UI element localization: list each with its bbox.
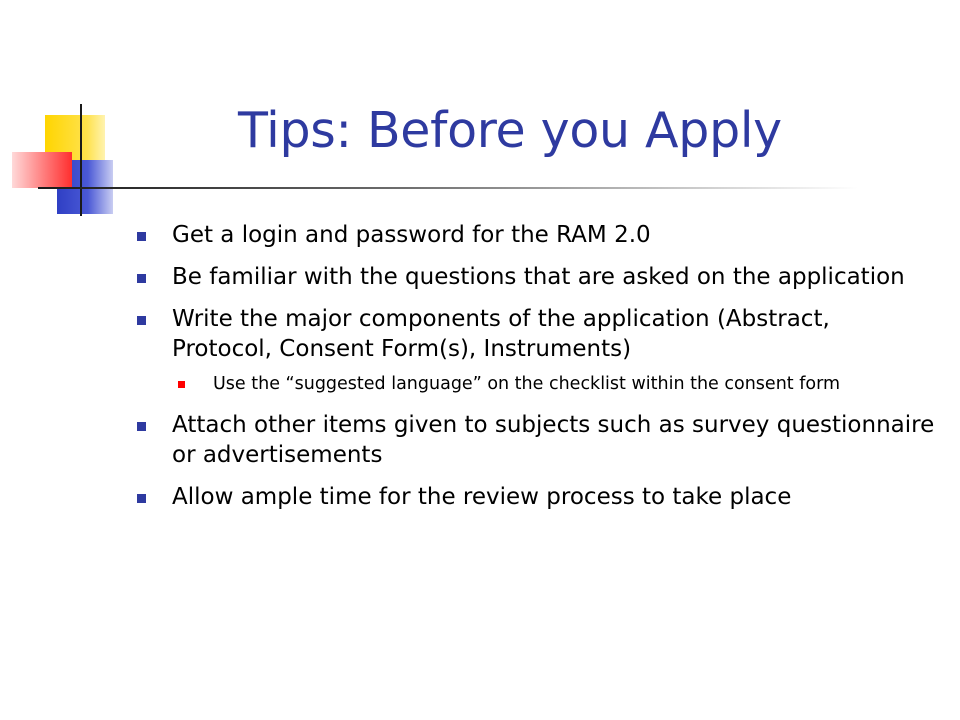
- square-bullet-icon: [137, 494, 146, 503]
- bullet-text: Write the major components of the application (Abstract, Protocol, Consent Form(s), Instruments): [172, 306, 830, 362]
- square-bullet-icon: [137, 316, 146, 325]
- bullet-item: [137, 220, 937, 250]
- sub-bullet-item: [178, 372, 937, 396]
- slide-title: Tips: Before you Apply: [238, 102, 782, 159]
- sub-bullet-text: Use the “suggested language” on the checklist within the consent form: [213, 374, 841, 394]
- bullet-item: [137, 410, 937, 470]
- bullet-text: Be familiar with the questions that are asked on the application: [172, 264, 905, 290]
- bullet-text: Allow ample time for the review process to take place: [172, 484, 792, 510]
- bullet-text: Attach other items given to subjects such as survey questionnaire or advertisements: [172, 412, 935, 468]
- bullet-list: [137, 220, 937, 524]
- bullet-text: Get a login and password for the RAM 2.0: [172, 222, 651, 248]
- bullet-item: [137, 304, 937, 364]
- square-bullet-icon: [137, 422, 146, 431]
- bullet-item: [137, 482, 937, 512]
- title-underline: [38, 187, 858, 189]
- square-bullet-icon: [178, 381, 185, 388]
- decorative-red-bar: [12, 152, 72, 188]
- decorative-vertical-line: [80, 104, 82, 216]
- square-bullet-icon: [137, 232, 146, 241]
- bullet-item: [137, 262, 937, 292]
- square-bullet-icon: [137, 274, 146, 283]
